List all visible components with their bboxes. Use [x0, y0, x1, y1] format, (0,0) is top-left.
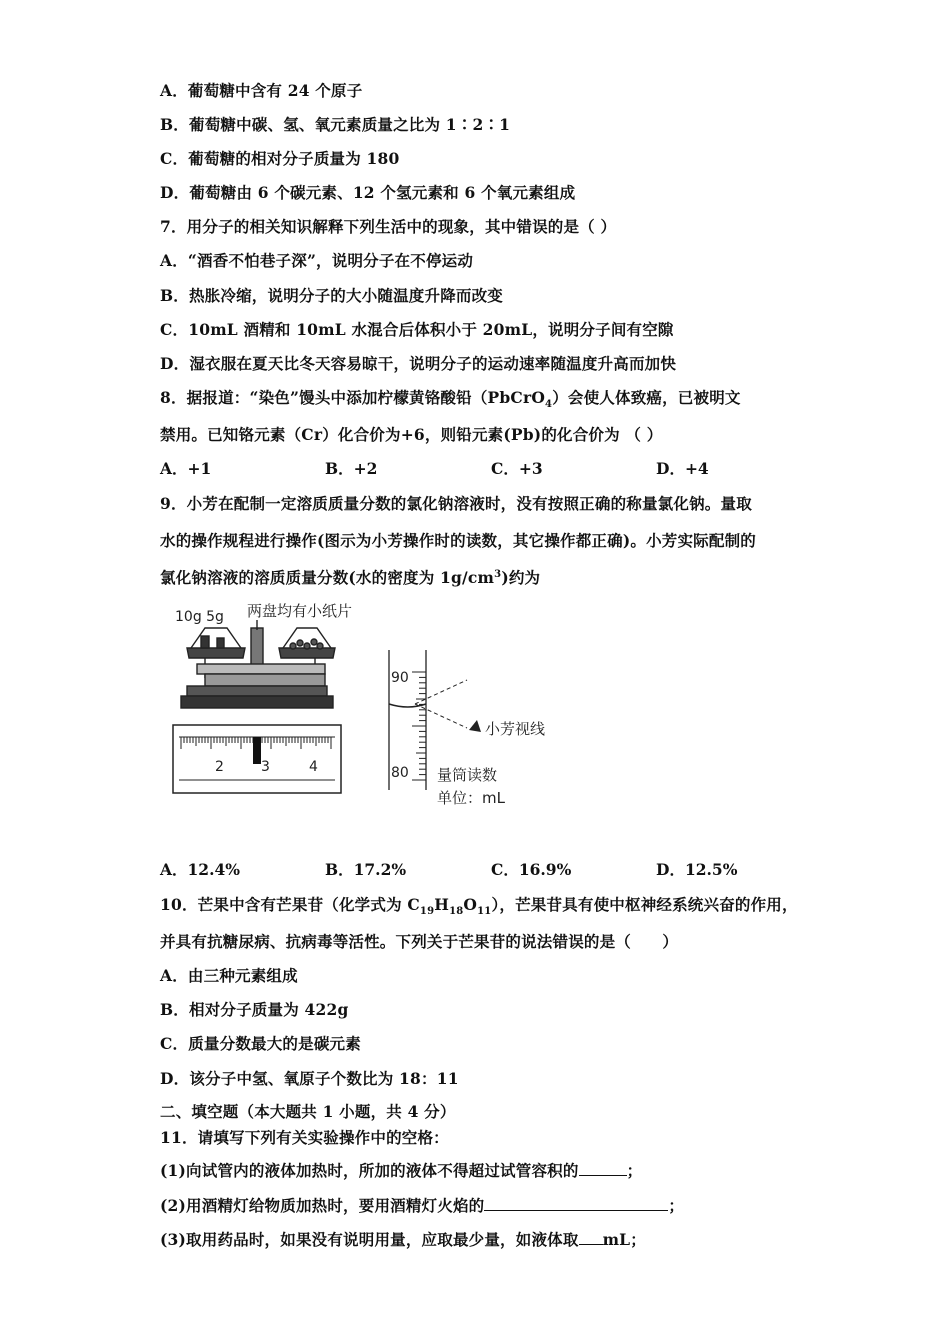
rider-slider: [253, 737, 261, 764]
q7-option-c: C．10mL 酒精和 10mL 水混合后体积小于 20mL，说明分子间有空隙: [160, 320, 674, 339]
q10-option-d: D．该分子中氢、氧原子个数比为 18：11: [160, 1069, 459, 1088]
balance-icon: [181, 620, 335, 708]
q8-subscript: 4: [545, 399, 553, 411]
q10-stem-line2: 并具有抗糖尿病、抗病毒等活性。下列关于芒果苷的说法错误的是（ ）: [160, 932, 679, 951]
q9-figure: [165, 600, 555, 819]
q11-item2-end: ；: [668, 1196, 685, 1215]
formula-element: O: [463, 895, 478, 914]
formula-sub: 19: [419, 906, 435, 918]
q9-stem-part: 氯化钠溶液的溶质质量分数(水的密度为 1g/cm: [160, 568, 495, 587]
q6-option-c: C．葡萄糖的相对分子质量为 180: [160, 149, 400, 168]
q9-stem-part: )约为: [501, 568, 541, 587]
q11-item3: [160, 1228, 646, 1250]
cylinder-bottom-mark: 80: [391, 765, 409, 781]
blank-line[interactable]: [484, 1196, 668, 1211]
q11-item3-text: (3)取用药品时，如果没有说明用量，应取最少量，如液体取: [160, 1230, 579, 1249]
q7-stem: 7．用分子的相关知识解释下列生活中的现象，其中错误的是（ ）: [160, 217, 617, 236]
measuring-cylinder: [389, 650, 545, 807]
cylinder-top-mark: 90: [391, 670, 409, 686]
q11-item1-text: (1)向试管内的液体加热时，所加的液体不得超过试管容积的: [160, 1161, 579, 1180]
section2-title: 二、填空题（本大题共 1 小题，共 4 分）: [160, 1102, 456, 1121]
q8-stem-line1: [160, 386, 741, 410]
q9-figure-svg: [165, 600, 555, 815]
q8-stem-part: 8．据报道：“染色”馒头中添加柠檬黄铬酸铅（PbCrO: [160, 388, 546, 407]
formula-sub: 11: [477, 906, 492, 918]
q11-item3-end: mL；: [602, 1230, 646, 1249]
q10-option-c: C．质量分数最大的是碳元素: [160, 1034, 361, 1053]
reading-label: 量筒读数: [437, 766, 498, 784]
q7-option-d: D．湿衣服在夏天比冬天容易晾干，说明分子的运动速率随温度升高而加快: [160, 354, 677, 373]
q9-stem-line1: 9．小芳在配制一定溶质质量分数的氯化钠溶液时，没有按照正确的称量氯化钠。量取: [160, 494, 752, 513]
q10-stem-part: ），芒果苷具有使中枢神经系统兴奋的作用，: [491, 895, 798, 914]
rider-tick-label: 4: [309, 759, 318, 775]
q9-option-b: B．17.2%: [325, 860, 407, 879]
q11-item1: [160, 1159, 642, 1181]
q8-option-b: B．+2: [325, 459, 378, 478]
q11-item1-end: ；: [626, 1161, 643, 1180]
rider-tick-label: 2: [215, 759, 224, 775]
weights-label: 10g 5g: [175, 609, 224, 625]
eye-icon: [469, 720, 481, 732]
sight-label: 小芳视线: [485, 720, 546, 738]
rider-tick-label: 3: [261, 759, 270, 775]
q8-stem-line2: 禁用。已知铬元素（Cr）化合价为+6，则铅元素(Pb)的化合价为 （ ）: [160, 425, 663, 444]
q9-stem-line3: [160, 566, 540, 588]
q6-option-a: A．葡萄糖中含有 24 个原子: [160, 81, 363, 100]
rider-scale: [173, 725, 341, 793]
q9-stem-line2: 水的操作规程进行操作(图示为小芳操作时的读数，其它操作都正确)。小芳实际配制的: [160, 531, 756, 550]
q7-option-b: B．热胀冷缩，说明分子的大小随温度升降而改变: [160, 286, 504, 305]
q8-option-c: C．+3: [491, 459, 543, 478]
unit-label: 单位：mL: [437, 789, 505, 807]
blank-line[interactable]: [579, 1161, 627, 1176]
q11-item2: [160, 1194, 684, 1216]
q10-stem-line1: [160, 893, 798, 917]
q6-option-d: D．葡萄糖由 6 个碳元素、12 个氢元素和 6 个氧元素组成: [160, 183, 576, 202]
q8-option-d: D．+4: [656, 459, 709, 478]
q8-stem-part: ）会使人体致癌，已被明文: [552, 388, 741, 407]
q10-option-a: A．由三种元素组成: [160, 966, 298, 985]
paper-note: 两盘均有小纸片: [247, 602, 353, 620]
formula-sub: 18: [449, 906, 464, 918]
q9-option-c: C．16.9%: [491, 860, 572, 879]
q9-superscript: 3: [494, 568, 502, 580]
blank-line[interactable]: [579, 1230, 603, 1245]
q11-stem: 11．请填写下列有关实验操作中的空格：: [160, 1128, 449, 1147]
q10-stem-part: 10．芒果中含有芒果苷（化学式为 C: [160, 895, 420, 914]
q8-option-a: A．+1: [160, 459, 212, 478]
q11-item2-text: (2)用酒精灯给物质加热时，要用酒精灯火焰的: [160, 1196, 485, 1215]
formula-element: H: [434, 895, 450, 914]
q10-option-b: B．相对分子质量为 422g: [160, 1000, 349, 1019]
q9-option-a: A．12.4%: [160, 860, 241, 879]
q9-option-d: D．12.5%: [656, 860, 738, 879]
q7-option-a: A．“酒香不怕巷子深”，说明分子在不停运动: [160, 251, 474, 270]
q6-option-b: B．葡萄糖中碳、氢、氧元素质量之比为 1∶2∶1: [160, 115, 511, 134]
